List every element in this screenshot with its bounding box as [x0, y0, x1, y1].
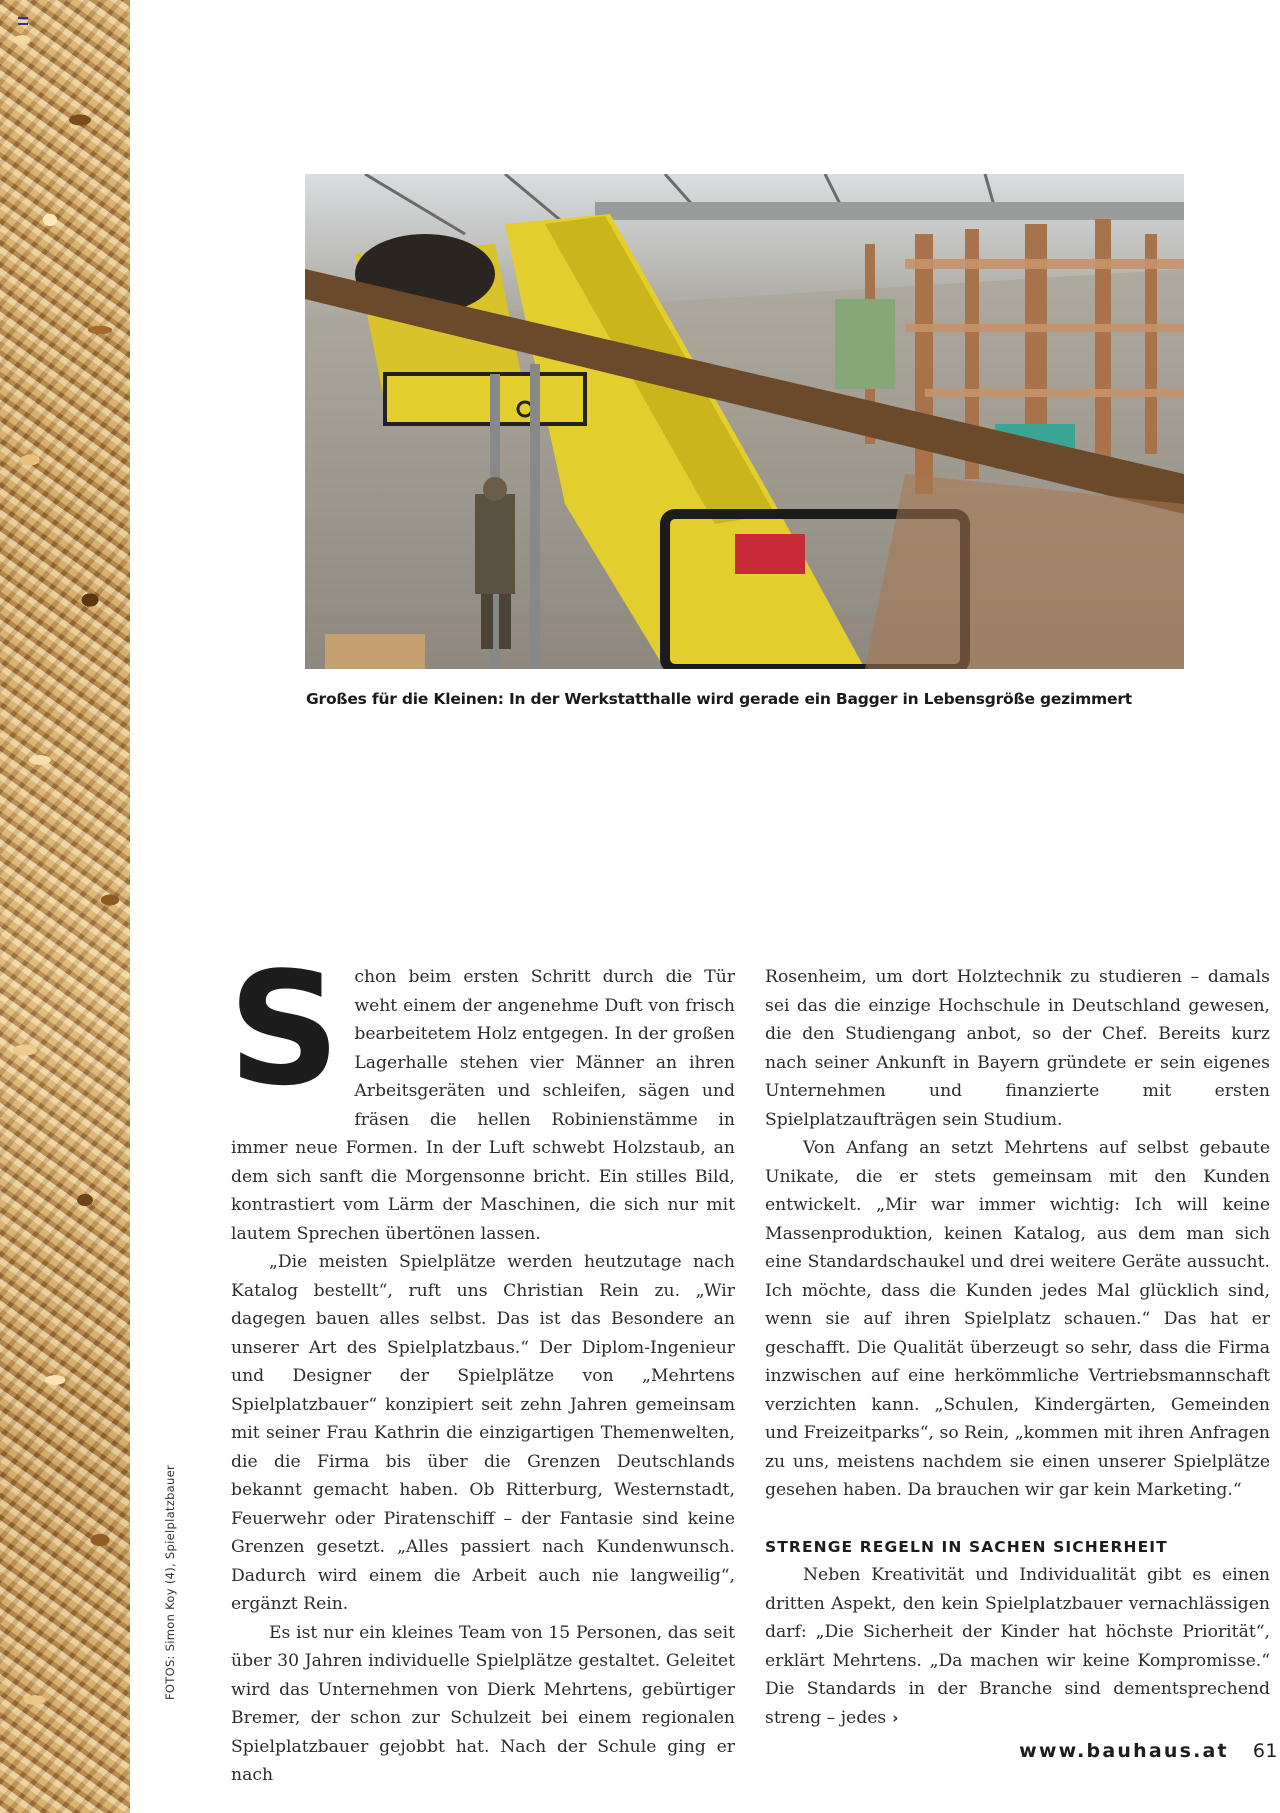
menu-icon[interactable]: [18, 17, 28, 26]
photo-credit: FOTOS: Simon Koy (4), Spielplatzbauer: [163, 1464, 177, 1700]
article-paragraph: Rosenheim, um dort Holztechnik zu studieren – damals sei das die einzige Hochschule in Deutschland gewesen, die den Studiengang anbot, so der Chef. Bereits kurz nach seiner Ankunft in Bayern gründete er sein eigenes Unternehmen und finanzierte mit ersten Spielplatzaufträgen sein Studium.: [765, 967, 1270, 1130]
page-footer: [1018, 1740, 1280, 1762]
article-paragraph: Von Anfang an setzt Mehrtens auf selbst gebaute Unikate, die er stets gemeinsam mit den Kunden entwickelt. „Mir war immer wichtig: Ich will keine Massenproduktion, keinen Katalog, aus dem man sich eine Standardschaukel und drei weitere Geräte aussucht. Ich möchte, dass die Kunden jedes Mal glücklich sind, wenn sie auf ihren Spielplatz schauen.“ Das hat er geschafft. Die Qualität überzeugt so sehr, dass die Firma inzwischen auf eine herkömmliche Vertriebsmannschaft verzichten kann. „Schulen, Kindergärten, Gemeinden und Freizeitparks“, so Rein, „kommen mit ihren Anfragen zu uns, meistens nachdem sie einen unserer Spielplätze gesehen haben. Da brauchen wir gar kein Marketing.“: [765, 1138, 1270, 1500]
continue-arrow-icon[interactable]: ›: [892, 1708, 899, 1727]
article-paragraph: [765, 1561, 1270, 1732]
drop-cap: S: [228, 938, 341, 1120]
workshop-photo: [305, 174, 1184, 669]
article-paragraph: [228, 938, 735, 1248]
article-column-right: [765, 963, 1270, 1732]
paragraph-text: chon beim ersten Schritt durch die Tür weht einem der angenehme Duft von frisch bearbeitetem Holz entgegen. In der großen Lagerhalle stehen vier Männer an ihren Arbeitsgeräten und schleifen, sägen und fräsen die hellen Robinienstämme in immer neue Formen. In der Luft schwebt Holzstaub, an dem sich sanft die Morgensonne bricht. Ein stilles Bild, kontrastiert vom Lärm der Maschinen, die sich nur mit lautem Sprechen übertönen lassen.: [231, 967, 735, 1244]
wood-shavings-background: [0, 0, 130, 1813]
article-paragraph: „Die meisten Spielplätze werden heutzutage nach Katalog bestellt“, ruft uns Christian Rein zu. „Wir dagegen bauen alles selbst. Das ist das Besondere an unserer Art des Spielplatzbaus.“ Der Diplom-Ingenieur und Designer der Spielplätze von „Mehrtens Spielplatzbauer“ konzipiert seit zehn Jahren gemeinsam mit seiner Frau Kathrin die einzigartigen Themenwelten, die die Firma bis über die Grenzen Deutschlands bekannt gemacht haben. Ob Ritterburg, Westernstadt, Feuerwehr oder Piratenschiff – der Fantasie sind keine Grenzen gesetzt. „Alles passiert nach Kundenwunsch. Dadurch wird einem die Arbeit auch nie langweilig“, ergänzt Rein.: [231, 1252, 735, 1614]
article-paragraph: Es ist nur ein kleines Team von 15 Personen, das seit über 30 Jahren individuelle Spielplätze gestaltet. Geleitet wird das Unternehmen von Dierk Mehrtens, gebürtiger Bremer, der schon zur Schulzeit bei einem regionalen Spielplatzbauer gejobbt hat. Nach der Schule ging er nach: [231, 1622, 735, 1785]
section-heading: STRENGE REGELN IN SACHEN SICHERHEIT: [765, 1537, 1168, 1556]
paragraph-text: Neben Kreativität und Individualität gibt es einen dritten Aspekt, den kein Spielplatzbauer vernachlässigen darf: „Die Sicherheit der Kinder hat höchste Priorität“, erklärt Mehrtens. „Da machen wir keine Kompromisse.“ Die Standards in der Branche sind dementsprechend streng – jedes: [765, 1565, 1270, 1728]
footer-url[interactable]: www.bauhaus.at: [1019, 1740, 1229, 1762]
page-number: 61: [1252, 1740, 1278, 1762]
photo-caption: Großes für die Kleinen: In der Werkstatthalle wird gerade ein Bagger in Lebensgröße gezimmert: [306, 690, 1132, 708]
article-column-left: [228, 938, 735, 1790]
